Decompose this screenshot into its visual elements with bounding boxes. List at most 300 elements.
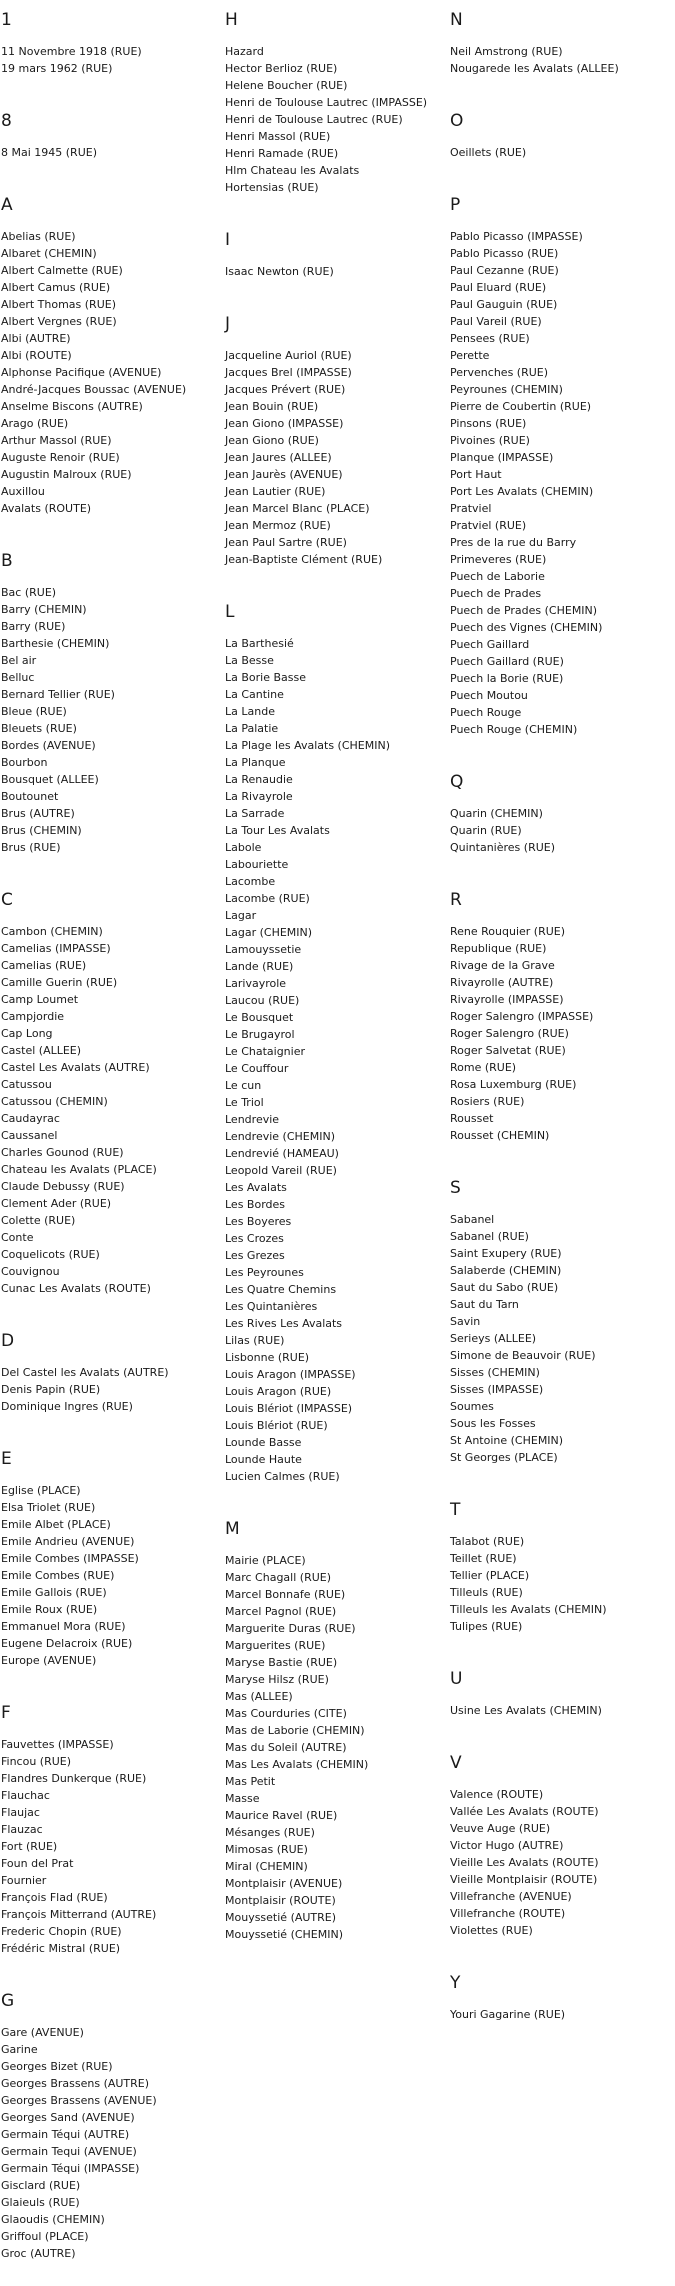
street-link[interactable]: Glaoudis (CHEMIN) xyxy=(1,2213,105,2226)
street-link[interactable]: Maryse Hilsz (RUE) xyxy=(225,1673,329,1686)
street-link[interactable]: 8 Mai 1945 (RUE) xyxy=(1,146,97,159)
street-link[interactable]: Henri Ramade (RUE) xyxy=(225,147,339,160)
street-link[interactable]: Puech Moutou xyxy=(450,689,528,702)
street-link[interactable]: Maryse Bastie (RUE) xyxy=(225,1656,338,1669)
street-link[interactable]: Emile Gallois (RUE) xyxy=(1,1586,107,1599)
street-link[interactable]: Le Bousquet xyxy=(225,1011,294,1024)
street-link[interactable]: La Rivayrole xyxy=(225,790,293,803)
street-link[interactable]: Quarin (CHEMIN) xyxy=(450,807,543,820)
street-link[interactable]: Le Couffour xyxy=(225,1062,289,1075)
street-link[interactable]: Vallée Les Avalats (ROUTE) xyxy=(450,1805,599,1818)
street-link[interactable]: Gare (AVENUE) xyxy=(1,2026,84,2039)
street-link[interactable]: Marc Chagall (RUE) xyxy=(225,1571,332,1584)
street-link[interactable]: Saint Exupery (RUE) xyxy=(450,1247,562,1260)
street-link[interactable]: Tulipes (RUE) xyxy=(450,1620,523,1633)
letter-heading: A xyxy=(1,195,13,215)
street-link[interactable]: Vieille Montplaisir (ROUTE) xyxy=(450,1873,598,1886)
street-link[interactable]: Jean Paul Sartre (RUE) xyxy=(225,536,347,549)
section-spacer xyxy=(225,280,450,304)
street-link[interactable]: Brus (AUTRE) xyxy=(1,807,75,820)
street-link[interactable]: Louis Aragon (RUE) xyxy=(225,1385,332,1398)
street-link[interactable]: Groc (AUTRE) xyxy=(1,2247,76,2260)
street-link[interactable]: Albi (ROUTE) xyxy=(1,349,72,362)
street-link[interactable]: Albi (AUTRE) xyxy=(1,332,71,345)
street-link[interactable]: Bel air xyxy=(1,654,37,667)
street-link[interactable]: Mimosas (RUE) xyxy=(225,1843,308,1856)
street-link[interactable]: Valence (ROUTE) xyxy=(450,1788,544,1801)
street-link[interactable]: La Besse xyxy=(225,654,274,667)
street-link[interactable]: Couvignou xyxy=(1,1265,60,1278)
street-link[interactable]: Colette (RUE) xyxy=(1,1214,76,1227)
street-link[interactable]: Emile Roux (RUE) xyxy=(1,1603,98,1616)
street-link[interactable]: Isaac Newton (RUE) xyxy=(225,265,334,278)
street-link[interactable]: Bourbon xyxy=(1,756,48,769)
street-link[interactable]: Tilleuls les Avalats (CHEMIN) xyxy=(450,1603,607,1616)
letter-heading: 8 xyxy=(1,111,12,131)
street-link[interactable]: Eglise (PLACE) xyxy=(1,1484,81,1497)
letter-heading: D xyxy=(1,1331,15,1351)
street-link[interactable]: Les Peyrounes xyxy=(225,1266,304,1279)
street-link[interactable]: Puech Rouge xyxy=(450,706,522,719)
street-link[interactable]: Helene Boucher (RUE) xyxy=(225,79,348,92)
street-index-column-2 xyxy=(225,0,450,1967)
street-link[interactable]: Les Quatre Chemins xyxy=(225,1283,337,1296)
street-link[interactable]: Glaieuls (RUE) xyxy=(1,2196,80,2209)
street-link[interactable]: Laucou (RUE) xyxy=(225,994,300,1007)
street-link[interactable]: Lilas (RUE) xyxy=(225,1334,285,1347)
street-link[interactable]: Jean Bouin (RUE) xyxy=(225,400,319,413)
street-link[interactable]: Jean Mermoz (RUE) xyxy=(225,519,331,532)
street-link[interactable]: Soumes xyxy=(450,1400,494,1413)
street-link[interactable]: Lendrevié (HAMEAU) xyxy=(225,1147,339,1160)
street-link[interactable]: 11 Novembre 1918 (RUE) xyxy=(1,45,142,58)
street-link[interactable]: Pensees (RUE) xyxy=(450,332,530,345)
street-link[interactable]: Montplaisir (ROUTE) xyxy=(225,1894,336,1907)
street-link[interactable]: Republique (RUE) xyxy=(450,942,547,955)
street-link[interactable]: Lounde Haute xyxy=(225,1453,302,1466)
street-link[interactable]: Del Castel les Avalats (AUTRE) xyxy=(1,1366,169,1379)
street-link[interactable]: Lisbonne (RUE) xyxy=(225,1351,310,1364)
street-link[interactable]: Germain Téqui (AUTRE) xyxy=(1,2128,130,2141)
street-link[interactable]: Marcel Bonnafe (RUE) xyxy=(225,1588,346,1601)
street-link[interactable]: Cap Long xyxy=(1,1027,53,1040)
street-link[interactable]: Montplaisir (AVENUE) xyxy=(225,1877,343,1890)
street-link[interactable]: Lande (RUE) xyxy=(225,960,294,973)
street-link[interactable]: Tilleuls (RUE) xyxy=(450,1586,523,1599)
street-link[interactable]: Planque (IMPASSE) xyxy=(450,451,554,464)
street-link[interactable]: Lacombe (RUE) xyxy=(225,892,310,905)
street-link[interactable]: Abelias (RUE) xyxy=(1,230,76,243)
street-link[interactable]: Paul Gauguin (RUE) xyxy=(450,298,558,311)
street-link[interactable]: Flandres Dunkerque (RUE) xyxy=(1,1772,147,1785)
street-link[interactable]: Pinsons (RUE) xyxy=(450,417,527,430)
street-link[interactable]: Denis Papin (RUE) xyxy=(1,1383,101,1396)
street-link[interactable]: Camille Guerin (RUE) xyxy=(1,976,118,989)
street-link[interactable]: Marcel Pagnol (RUE) xyxy=(225,1605,337,1618)
street-link[interactable]: La Barthesié xyxy=(225,637,294,650)
street-link[interactable]: Mairie (PLACE) xyxy=(225,1554,306,1567)
street-link[interactable]: Puech de Prades (CHEMIN) xyxy=(450,604,598,617)
street-link[interactable]: Les Rives Les Avalats xyxy=(225,1317,343,1330)
street-link[interactable]: Leopold Vareil (RUE) xyxy=(225,1164,337,1177)
street-link[interactable]: Flaujac xyxy=(1,1806,40,1819)
street-link[interactable]: Peyrounes (CHEMIN) xyxy=(450,383,563,396)
street-link[interactable]: Larivayrole xyxy=(225,977,287,990)
street-link[interactable]: Puech Gaillard xyxy=(450,638,530,651)
street-link[interactable]: Lacombe xyxy=(225,875,276,888)
street-link[interactable]: Elsa Triolet (RUE) xyxy=(1,1501,96,1514)
street-link[interactable]: Arago (RUE) xyxy=(1,417,69,430)
street-link[interactable]: Clement Ader (RUE) xyxy=(1,1197,112,1210)
street-link[interactable]: Pivoines (RUE) xyxy=(450,434,530,447)
letter-section xyxy=(1,10,226,101)
street-link[interactable]: Alphonse Pacifique (AVENUE) xyxy=(1,366,162,379)
street-link[interactable]: Garine xyxy=(1,2043,38,2056)
street-link[interactable]: Simone de Beauvoir (RUE) xyxy=(450,1349,596,1362)
street-link[interactable]: Mas du Soleil (AUTRE) xyxy=(225,1741,347,1754)
street-link[interactable]: Jean Jaures (ALLEE) xyxy=(225,451,332,464)
street-link[interactable]: Fauvettes (IMPASSE) xyxy=(1,1738,114,1751)
street-link[interactable]: Neil Amstrong (RUE) xyxy=(450,45,563,58)
letter-heading: J xyxy=(225,314,231,334)
street-link[interactable]: Castel (ALLEE) xyxy=(1,1044,82,1057)
street-link[interactable]: Emmanuel Mora (RUE) xyxy=(1,1620,126,1633)
street-link[interactable]: Louis Aragon (IMPASSE) xyxy=(225,1368,356,1381)
street-link[interactable]: Henri de Toulouse Lautrec (RUE) xyxy=(225,113,403,126)
street-link[interactable]: Les Boyeres xyxy=(225,1215,292,1228)
street-link[interactable]: Saut du Tarn xyxy=(450,1298,519,1311)
street-link[interactable]: Maurice Ravel (RUE) xyxy=(225,1809,338,1822)
street-link[interactable]: Emile Albet (PLACE) xyxy=(1,1518,111,1531)
street-link[interactable]: Henri de Toulouse Lautrec (IMPASSE) xyxy=(225,96,428,109)
street-link[interactable]: Louis Blériot (IMPASSE) xyxy=(225,1402,353,1415)
street-link[interactable]: Henri Massol (RUE) xyxy=(225,130,331,143)
street-link[interactable]: Veuve Auge (RUE) xyxy=(450,1822,551,1835)
letter-section xyxy=(1,111,226,185)
letter-heading: R xyxy=(450,890,462,910)
street-link[interactable]: Sisses (IMPASSE) xyxy=(450,1383,544,1396)
street-link[interactable]: Dominique Ingres (RUE) xyxy=(1,1400,133,1413)
section-spacer xyxy=(450,161,675,185)
street-link[interactable]: Emile Andrieu (AVENUE) xyxy=(1,1535,135,1548)
street-link[interactable]: Flauchac xyxy=(1,1789,50,1802)
street-link[interactable]: Barthesie (CHEMIN) xyxy=(1,637,110,650)
street-link[interactable]: Germain Tequi (AVENUE) xyxy=(1,2145,137,2158)
street-link[interactable]: Rousset xyxy=(450,1112,494,1125)
street-link[interactable]: Pierre de Coubertin (RUE) xyxy=(450,400,592,413)
section-spacer xyxy=(450,1144,675,1168)
street-link[interactable]: Frederic Chopin (RUE) xyxy=(1,1925,122,1938)
street-link[interactable]: Les Quintanières xyxy=(225,1300,318,1313)
street-link[interactable]: Georges Sand (AVENUE) xyxy=(1,2111,135,2124)
street-link[interactable]: Paul Eluard (RUE) xyxy=(450,281,547,294)
street-link[interactable]: Camelias (RUE) xyxy=(1,959,87,972)
street-link[interactable]: Hector Berlioz (RUE) xyxy=(225,62,338,75)
street-link[interactable]: Anselme Biscons (AUTRE) xyxy=(1,400,143,413)
street-link[interactable]: Albaret (CHEMIN) xyxy=(1,247,97,260)
street-link[interactable]: Rome (RUE) xyxy=(450,1061,517,1074)
street-link[interactable]: Jean Jaurès (AVENUE) xyxy=(225,468,343,481)
street-link[interactable]: Puech des Vignes (CHEMIN) xyxy=(450,621,603,634)
street-link[interactable]: Castel Les Avalats (AUTRE) xyxy=(1,1061,150,1074)
street-link[interactable]: François Flad (RUE) xyxy=(1,1891,108,1904)
street-link[interactable]: Usine Les Avalats (CHEMIN) xyxy=(450,1704,602,1717)
street-link[interactable]: Mésanges (RUE) xyxy=(225,1826,315,1839)
section-spacer xyxy=(450,1719,675,1743)
street-link[interactable]: Le Brugayrol xyxy=(225,1028,295,1041)
street-link[interactable]: Quarin (RUE) xyxy=(450,824,522,837)
street-link[interactable]: Jean Giono (RUE) xyxy=(225,434,319,447)
street-link[interactable]: Puech de Laborie xyxy=(450,570,545,583)
street-link[interactable]: Emile Combes (IMPASSE) xyxy=(1,1552,139,1565)
letter-section xyxy=(450,1973,675,2047)
street-link[interactable]: Jacques Prévert (RUE) xyxy=(225,383,346,396)
street-link[interactable]: Sabanel xyxy=(450,1213,495,1226)
street-link[interactable]: Fournier xyxy=(1,1874,47,1887)
street-link[interactable]: Bousquet (ALLEE) xyxy=(1,773,99,786)
street-link[interactable]: Coquelicots (RUE) xyxy=(1,1248,100,1261)
street-link[interactable]: La Plage les Avalats (CHEMIN) xyxy=(225,739,391,752)
street-link[interactable]: 19 mars 1962 (RUE) xyxy=(1,62,113,75)
street-link[interactable]: Puech Gaillard (RUE) xyxy=(450,655,564,668)
street-link[interactable]: Marguerite Duras (RUE) xyxy=(225,1622,356,1635)
street-link[interactable]: Mas de Laborie (CHEMIN) xyxy=(225,1724,365,1737)
street-link[interactable]: Nougarede les Avalats (ALLEE) xyxy=(450,62,619,75)
street-link[interactable]: Cambon (CHEMIN) xyxy=(1,925,103,938)
street-link[interactable]: Gisclard (RUE) xyxy=(1,2179,81,2192)
street-link[interactable]: La Planque xyxy=(225,756,286,769)
street-link[interactable]: Violettes (RUE) xyxy=(450,1924,533,1937)
street-link[interactable]: Rousset (CHEMIN) xyxy=(450,1129,550,1142)
street-link[interactable]: Mas (ALLEE) xyxy=(225,1690,293,1703)
street-link[interactable]: Roger Salengro (IMPASSE) xyxy=(450,1010,594,1023)
street-link[interactable]: Youri Gagarine (RUE) xyxy=(450,2008,566,2021)
street-link[interactable]: Georges Brassens (AVENUE) xyxy=(1,2094,157,2107)
street-link[interactable]: Chateau les Avalats (PLACE) xyxy=(1,1163,157,1176)
street-link[interactable]: Caussanel xyxy=(1,1129,58,1142)
street-link[interactable]: Primeveres (RUE) xyxy=(450,553,547,566)
street-link[interactable]: Lendrevie (CHEMIN) xyxy=(225,1130,335,1143)
street-link[interactable]: Jean Lautier (RUE) xyxy=(225,485,326,498)
street-link[interactable]: Pervenches (RUE) xyxy=(450,366,549,379)
street-link[interactable]: Hlm Chateau les Avalats xyxy=(225,164,360,177)
letter-heading: Q xyxy=(450,772,464,792)
street-link[interactable]: Cunac Les Avalats (ROUTE) xyxy=(1,1282,151,1295)
street-link[interactable]: Bordes (AVENUE) xyxy=(1,739,96,752)
street-link[interactable]: André-Jacques Boussac (AVENUE) xyxy=(1,383,187,396)
street-link[interactable]: Camelias (IMPASSE) xyxy=(1,942,111,955)
letter-section xyxy=(1,1703,226,1981)
street-link[interactable]: Lendrevie xyxy=(225,1113,280,1126)
street-link[interactable]: Fort (RUE) xyxy=(1,1840,58,1853)
street-link[interactable]: Les Grezes xyxy=(225,1249,285,1262)
street-link[interactable]: Mas Les Avalats (CHEMIN) xyxy=(225,1758,369,1771)
street-link[interactable]: Pratviel xyxy=(450,502,492,515)
street-link[interactable]: Salaberde (CHEMIN) xyxy=(450,1264,562,1277)
street-link[interactable]: Auguste Renoir (RUE) xyxy=(1,451,120,464)
street-link[interactable]: Jean Giono (IMPASSE) xyxy=(225,417,344,430)
street-link[interactable]: Saut du Sabo (RUE) xyxy=(450,1281,559,1294)
street-link[interactable]: Marguerites (RUE) xyxy=(225,1639,326,1652)
street-link[interactable]: Le Chataignier xyxy=(225,1045,306,1058)
street-link[interactable]: La Tour Les Avalats xyxy=(225,824,330,837)
street-link[interactable]: Frédéric Mistral (RUE) xyxy=(1,1942,121,1955)
street-link[interactable]: Le cun xyxy=(225,1079,262,1092)
street-link[interactable]: Paul Cezanne (RUE) xyxy=(450,264,559,277)
street-link[interactable]: Bac (RUE) xyxy=(1,586,57,599)
street-link[interactable]: Hortensias (RUE) xyxy=(225,181,319,194)
street-link[interactable]: Albert Calmette (RUE) xyxy=(1,264,123,277)
street-link[interactable]: Roger Salvetat (RUE) xyxy=(450,1044,566,1057)
street-link[interactable]: St Georges (PLACE) xyxy=(450,1451,558,1464)
street-link[interactable]: Pres de la rue du Barry xyxy=(450,536,577,549)
street-link[interactable]: Rosa Luxemburg (RUE) xyxy=(450,1078,577,1091)
street-link[interactable]: Conte xyxy=(1,1231,34,1244)
street-link[interactable]: Europe (AVENUE) xyxy=(1,1654,97,1667)
street-link[interactable]: Labouriette xyxy=(225,858,289,871)
street-link[interactable]: Port Les Avalats (CHEMIN) xyxy=(450,485,594,498)
street-link[interactable]: Les Crozes xyxy=(225,1232,284,1245)
street-link[interactable]: Belluc xyxy=(1,671,35,684)
street-link[interactable]: Les Bordes xyxy=(225,1198,286,1211)
street-link[interactable]: Mouyssetié (CHEMIN) xyxy=(225,1928,344,1941)
street-link[interactable]: Bleuets (RUE) xyxy=(1,722,77,735)
street-link[interactable]: Albert Camus (RUE) xyxy=(1,281,111,294)
street-link[interactable]: Avalats (ROUTE) xyxy=(1,502,92,515)
street-link[interactable]: Jacques Brel (IMPASSE) xyxy=(225,366,352,379)
street-link[interactable]: Albert Thomas (RUE) xyxy=(1,298,116,311)
section-spacer xyxy=(1,517,226,541)
street-link[interactable]: St Antoine (CHEMIN) xyxy=(450,1434,564,1447)
street-link[interactable]: Les Avalats xyxy=(225,1181,287,1194)
street-link[interactable]: Lounde Basse xyxy=(225,1436,302,1449)
street-link[interactable]: Pablo Picasso (RUE) xyxy=(450,247,559,260)
street-link[interactable]: Masse xyxy=(225,1792,260,1805)
street-link[interactable]: Oeillets (RUE) xyxy=(450,146,527,159)
street-link[interactable]: Catussou (CHEMIN) xyxy=(1,1095,108,1108)
street-link[interactable]: Villefranche (ROUTE) xyxy=(450,1907,566,1920)
street-link[interactable]: Albert Vergnes (RUE) xyxy=(1,315,117,328)
street-link[interactable]: Lamouyssetie xyxy=(225,943,302,956)
street-link[interactable]: Foun del Prat xyxy=(1,1857,74,1870)
street-link[interactable]: Germain Téqui (IMPASSE) xyxy=(1,2162,140,2175)
street-link[interactable]: Auxillou xyxy=(1,485,45,498)
street-link[interactable]: Port Haut xyxy=(450,468,502,481)
street-link[interactable]: Mouyssetié (AUTRE) xyxy=(225,1911,337,1924)
street-link[interactable]: La Borie Basse xyxy=(225,671,307,684)
street-link[interactable]: Fincou (RUE) xyxy=(1,1755,72,1768)
street-link[interactable]: Rosiers (RUE) xyxy=(450,1095,525,1108)
street-link[interactable]: Brus (CHEMIN) xyxy=(1,824,82,837)
street-index-column-1 xyxy=(1,0,226,2286)
letter-section xyxy=(225,1519,450,1967)
street-link[interactable]: Pratviel (RUE) xyxy=(450,519,527,532)
street-link[interactable]: Bleue (RUE) xyxy=(1,705,67,718)
street-link[interactable]: Tellier (PLACE) xyxy=(450,1569,530,1582)
street-link[interactable]: La Cantine xyxy=(225,688,284,701)
street-link[interactable]: Barry (CHEMIN) xyxy=(1,603,87,616)
street-link[interactable]: Georges Brassens (AUTRE) xyxy=(1,2077,150,2090)
street-link[interactable]: Jean Marcel Blanc (PLACE) xyxy=(225,502,370,515)
street-link[interactable]: Georges Bizet (RUE) xyxy=(1,2060,113,2073)
section-spacer xyxy=(450,77,675,101)
street-link[interactable]: Mas Petit xyxy=(225,1775,276,1788)
street-link[interactable]: Talabot (RUE) xyxy=(450,1535,525,1548)
street-link[interactable]: Le Triol xyxy=(225,1096,264,1109)
street-link[interactable]: Rivayrolle (IMPASSE) xyxy=(450,993,564,1006)
letter-section xyxy=(225,314,450,592)
street-link[interactable]: Puech la Borie (RUE) xyxy=(450,672,564,685)
street-link[interactable]: Louis Blériot (RUE) xyxy=(225,1419,328,1432)
street-link[interactable]: Lagar xyxy=(225,909,257,922)
street-link[interactable]: Eugene Delacroix (RUE) xyxy=(1,1637,133,1650)
street-link[interactable]: Rivage de la Grave xyxy=(450,959,555,972)
street-link[interactable]: La Palatie xyxy=(225,722,279,735)
street-link[interactable]: Sabanel (RUE) xyxy=(450,1230,529,1243)
street-link[interactable]: Puech Rouge (CHEMIN) xyxy=(450,723,578,736)
street-link[interactable]: Villefranche (AVENUE) xyxy=(450,1890,572,1903)
street-link[interactable]: Miral (CHEMIN) xyxy=(225,1860,308,1873)
street-link[interactable]: Vieille Les Avalats (ROUTE) xyxy=(450,1856,599,1869)
street-link[interactable]: Arthur Massol (RUE) xyxy=(1,434,112,447)
letter-heading: V xyxy=(450,1753,462,1773)
street-link[interactable]: Mas Courduries (CITE) xyxy=(225,1707,347,1720)
street-link[interactable]: Jacqueline Auriol (RUE) xyxy=(225,349,352,362)
street-link[interactable]: La Renaudie xyxy=(225,773,293,786)
street-link[interactable]: Sous les Fosses xyxy=(450,1417,536,1430)
street-link[interactable]: Teillet (RUE) xyxy=(450,1552,517,1565)
street-link[interactable]: Roger Salengro (RUE) xyxy=(450,1027,569,1040)
street-link[interactable]: Catussou xyxy=(1,1078,52,1091)
street-link[interactable]: Camp Loumet xyxy=(1,993,79,1006)
street-link[interactable]: Labole xyxy=(225,841,262,854)
street-link[interactable]: Puech de Prades xyxy=(450,587,542,600)
street-link[interactable]: Griffoul (PLACE) xyxy=(1,2230,89,2243)
street-link[interactable]: Augustin Malroux (RUE) xyxy=(1,468,132,481)
street-link[interactable]: Serieys (ALLEE) xyxy=(450,1332,537,1345)
street-link[interactable]: Caudayrac xyxy=(1,1112,60,1125)
street-link[interactable]: François Mitterrand (AUTRE) xyxy=(1,1908,157,1921)
street-link[interactable]: Bernard Tellier (RUE) xyxy=(1,688,115,701)
street-link[interactable]: Perette xyxy=(450,349,490,362)
street-link[interactable]: Sisses (CHEMIN) xyxy=(450,1366,540,1379)
street-link[interactable]: Quintanières (RUE) xyxy=(450,841,556,854)
street-link[interactable]: Paul Vareil (RUE) xyxy=(450,315,542,328)
section-spacer xyxy=(1,1415,226,1439)
street-link[interactable]: Hazard xyxy=(225,45,264,58)
street-link[interactable]: La Lande xyxy=(225,705,275,718)
street-link[interactable]: Victor Hugo (AUTRE) xyxy=(450,1839,564,1852)
street-link[interactable]: Charles Gounod (RUE) xyxy=(1,1146,124,1159)
letter-section xyxy=(450,1753,675,1963)
street-link[interactable]: Pablo Picasso (IMPASSE) xyxy=(450,230,583,243)
street-link[interactable]: Campjordie xyxy=(1,1010,65,1023)
street-link[interactable]: Emile Combes (RUE) xyxy=(1,1569,115,1582)
street-link[interactable]: Lagar (CHEMIN) xyxy=(225,926,313,939)
street-link[interactable]: Brus (RUE) xyxy=(1,841,61,854)
section-spacer xyxy=(450,1635,675,1659)
street-link[interactable]: Rene Rouquier (RUE) xyxy=(450,925,566,938)
street-link[interactable]: Barry (RUE) xyxy=(1,620,66,633)
street-link[interactable]: Rivayrolle (AUTRE) xyxy=(450,976,554,989)
street-link[interactable]: Claude Debussy (RUE) xyxy=(1,1180,125,1193)
street-link[interactable]: Boutounet xyxy=(1,790,59,803)
street-link[interactable]: Savin xyxy=(450,1315,481,1328)
street-link[interactable]: Lucien Calmes (RUE) xyxy=(225,1470,340,1483)
street-link[interactable]: Jean-Baptiste Clément (RUE) xyxy=(225,553,383,566)
street-link[interactable]: La Sarrade xyxy=(225,807,285,820)
street-link[interactable]: Flauzac xyxy=(1,1823,43,1836)
